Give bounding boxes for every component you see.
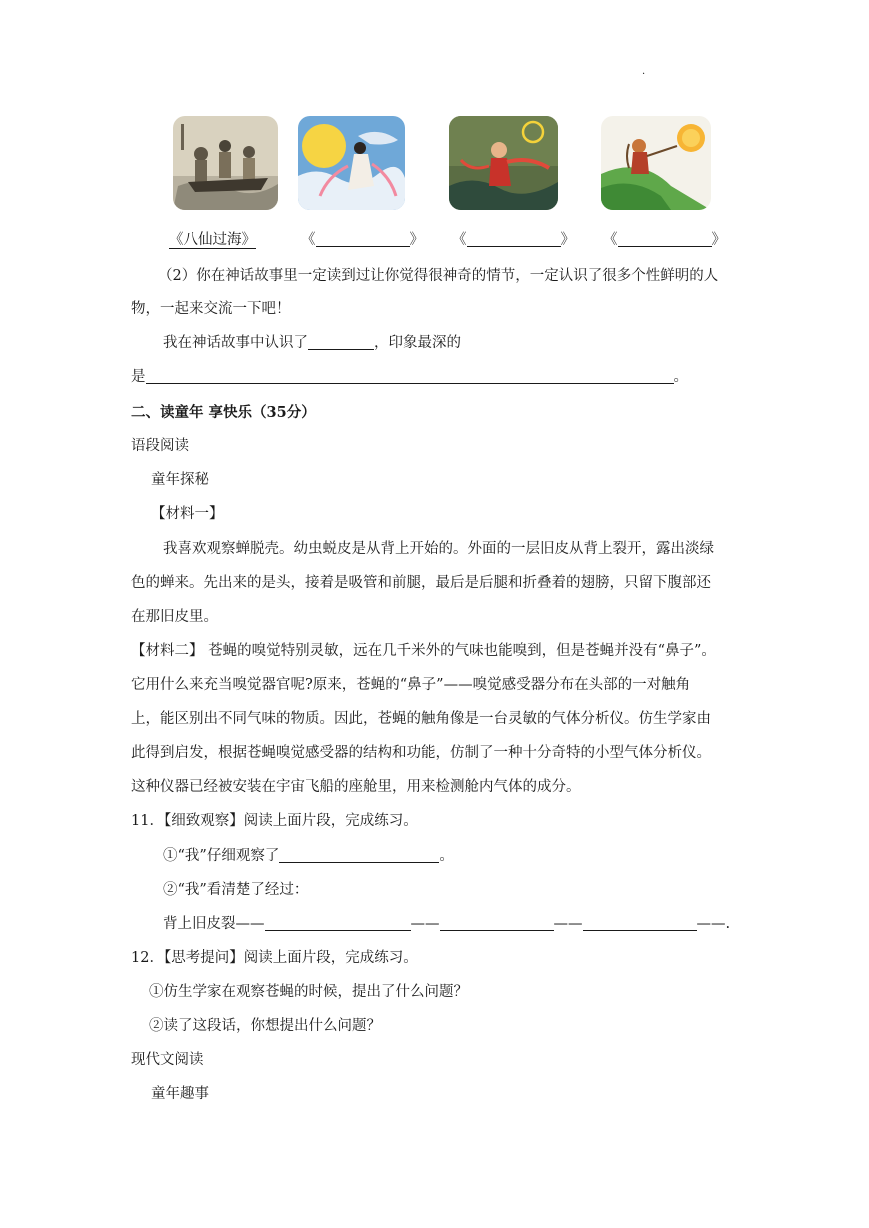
- caption-2-blank[interactable]: [316, 231, 410, 247]
- material2-line: 【材料二】 苍蝇的嗅觉特别灵敏，远在几千米外的气味也能嗅到，但是苍蝇并没有“鼻子”。: [131, 643, 716, 659]
- q11-c: 背上旧皮裂—— —— —— ——.: [163, 916, 731, 932]
- q2-line4: 是 。: [131, 369, 688, 385]
- material1-line: 在那旧皮里。: [131, 609, 218, 625]
- material1-line: 我喜欢观察蝉脱壳。幼虫蜕皮是从背上开始的。外面的一层旧皮从背上裂开，露出淡绿: [163, 541, 714, 557]
- material1-label: 【材料一】: [151, 506, 224, 522]
- section2-sub1: 语段阅读: [131, 438, 189, 454]
- character-blank[interactable]: [308, 334, 374, 350]
- change-flying-to-moon-icon: [298, 116, 405, 210]
- caption-3-blank[interactable]: [467, 231, 561, 247]
- eight-immortals-painting-icon: [173, 116, 278, 210]
- material2-line: 它用什么来充当嗅觉器官呢?原来，苍蝇的“鼻子”——嗅觉感受器分布在头部的一对触角: [131, 677, 691, 693]
- impression-blank[interactable]: [146, 368, 674, 384]
- passage-title: 童年探秘: [151, 472, 209, 488]
- material2-line: 上，能区别出不同气味的物质。因此，苍蝇的触角像是一台灵敏的气体分析仪。仿生学家由: [131, 711, 711, 727]
- q2-line3: 我在神话故事中认识了 ，印象最深的: [163, 335, 461, 351]
- process-blank-2[interactable]: [440, 915, 554, 931]
- q2-line2: 物，一起来交流一下吧！: [131, 301, 291, 317]
- top-mark: .: [642, 66, 646, 77]
- q11-a: ①“我”仔细观察了 。: [163, 848, 454, 864]
- material2-line: 此得到启发，根据苍蝇嗅觉感受器的结构和功能，仿制了一种十分奇特的小型气体分析仪。: [131, 745, 711, 761]
- houyi-shooting-suns-icon: [601, 116, 711, 210]
- nezha-in-sea-icon: [449, 116, 558, 210]
- q11-b: ②“我”看清楚了经过：: [163, 882, 309, 898]
- caption-4-blank[interactable]: [618, 231, 712, 247]
- caption-1: 《八仙过海》: [169, 232, 256, 248]
- caption-3: 《 》: [452, 232, 575, 248]
- material2-line: 这种仪器已经被安装在宇宙飞船的座舱里，用来检测舱内气体的成分。: [131, 779, 581, 795]
- q12-title: 12．【思考提问】阅读上面片段，完成练习。: [131, 950, 418, 966]
- section2-title: 二、读童年 享快乐（35分）: [131, 404, 316, 421]
- caption-4: 《 》: [603, 232, 726, 248]
- q2-line1: （2）你在神话故事里一定读到过让你觉得很神奇的情节，一定认识了很多个性鲜明的人: [158, 268, 719, 284]
- q12-b: ②读了这段话，你想提出什么问题？: [149, 1018, 381, 1034]
- caption-2: 《 》: [301, 232, 424, 248]
- section2-sub2: 现代文阅读: [131, 1052, 204, 1068]
- material1-line: 色的蝉来。先出来的是头，接着是吸管和前腿，最后是后腿和折叠着的翅膀，只留下腹部还: [131, 575, 711, 591]
- process-blank-3[interactable]: [583, 915, 697, 931]
- process-blank-1[interactable]: [265, 915, 411, 931]
- passage2-title: 童年趣事: [151, 1086, 209, 1102]
- observe-blank[interactable]: [279, 847, 439, 863]
- q12-a: ①仿生学家在观察苍蝇的时候，提出了什么问题？: [149, 984, 468, 1000]
- q11-title: 11．【细致观察】阅读上面片段，完成练习。: [131, 813, 418, 829]
